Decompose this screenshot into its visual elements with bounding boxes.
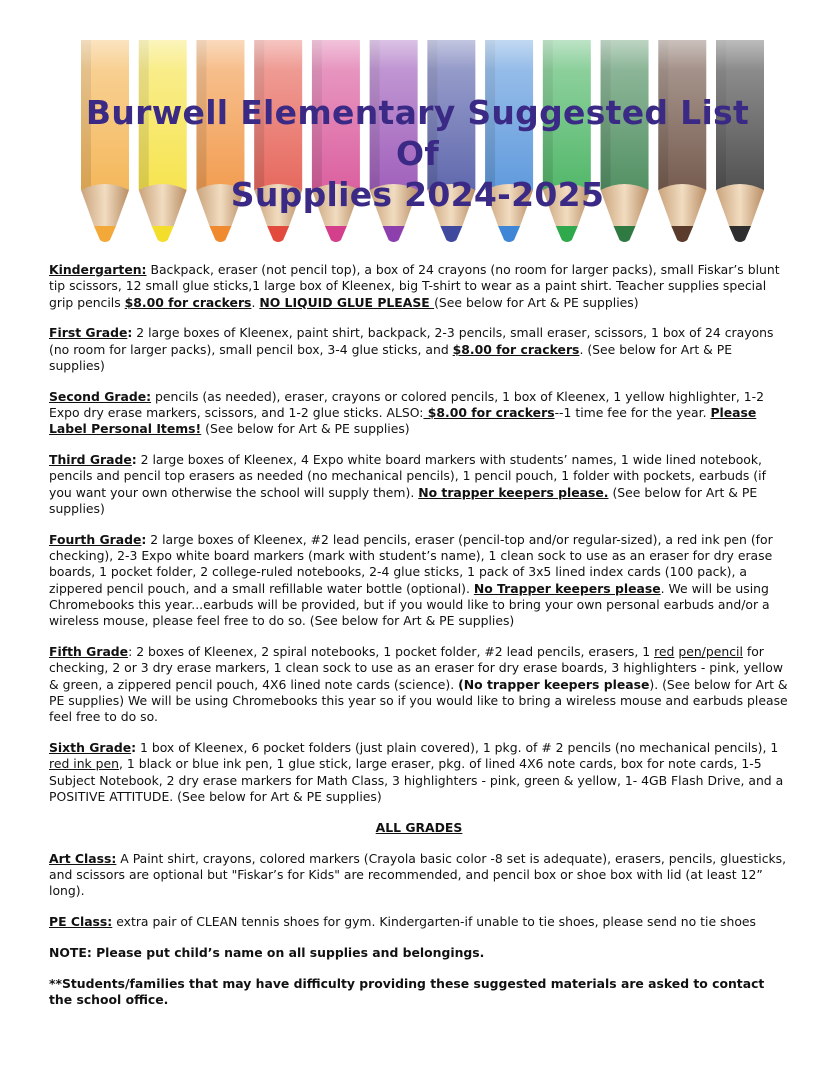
fifth-grade-text: : 2 boxes of Kleenex, 2 spiral notebooks, 1 pocket folder, #2 lead pencils, erasers, 1: [128, 644, 655, 660]
fourth-grade-colon: :: [141, 531, 147, 547]
pe-class-heading: PE Class:: [49, 914, 113, 929]
fourth-grade-heading: Fourth Grade: [49, 531, 142, 547]
sixth-grade-colon: :: [131, 740, 137, 756]
fourth-grade-text-2: . We will be using Chromebooks this year...earbuds will be provided, but if you would like to bring your own personal earbuds and/or a wireless mouse, please feel free to do so. (See below for Art & PE supplies): [49, 580, 770, 629]
assistance-note: **Students/families that may have difficulty providing these suggested materials are asked to contact the school office.: [49, 975, 765, 1007]
kindergarten-section: [49, 262, 789, 311]
all-grades-heading-row: [49, 820, 789, 836]
all-grades-heading: ALL GRADES: [375, 819, 463, 835]
second-grade-fee: $8.00 for crackers: [423, 405, 555, 421]
sixth-grade-text-2: , 1 black or blue ink pen, 1 glue stick, large eraser, pkg. of lined 4X6 note cards, box for note cards, 1-5 Subject Notebook, 2 dry erase markers for Math Class, 3 highlighters - pink, green & yellow, 1- 4GB Flash Drive, and a POSITIVE ATTITUDE. (See below for Art & PE supplies): [49, 756, 784, 805]
fourth-grade-trapper-note: No Trapper keepers please: [473, 580, 661, 596]
second-grade-text-3: (See below for Art & PE supplies): [201, 421, 410, 437]
sixth-grade-heading: Sixth Grade: [49, 740, 132, 756]
fifth-grade-red: red: [654, 644, 675, 660]
third-grade-trapper-note: No trapper keepers please.: [418, 484, 609, 500]
kindergarten-text: Backpack, eraser (not pencil top), a box of 24 crayons (no room for larger packs), small Fiskar’s blunt tip scissors, 12 small glue sticks,1 large box of Kleenex, big T-shirt to wear as a paint shirt. Teacher supplies special grip pencils: [49, 262, 780, 310]
title-line-2: Supplies 2024-2025: [230, 175, 605, 214]
fifth-grade-text-2: for checking, 2 or 3 dry erase markers, 1 clean sock to use as an eraser for dry erase boards, 3 highlighters - pink, yellow & green, a zippered pencil pouch, 4X6 lined note cards (science).: [49, 644, 783, 692]
kindergarten-fee: $8.00 for crackers: [124, 294, 252, 310]
first-grade-text-2: . (See below for Art & PE supplies): [49, 341, 733, 373]
third-grade-heading: Third Grade: [49, 452, 132, 468]
kindergarten-heading: Kindergarten:: [49, 262, 147, 277]
fifth-grade-trapper-note: (No trapper keepers please: [458, 676, 650, 692]
fifth-grade-section: [49, 644, 789, 725]
third-grade-text: 2 large boxes of Kleenex, 4 Expo white board markers with students’ names, 1 wide lined notebook, pencils and pencil top erasers as needed (no mechanical pencils), 1 pencil pouch, 1 folder with pockets, earbuds (if you want your own otherwise the school will supply them).: [49, 452, 766, 500]
fifth-grade-pen: pen/pencil: [678, 644, 743, 660]
supply-list: [49, 262, 789, 1023]
first-grade-text: 2 large boxes of Kleenex, paint shirt, backpack, 2-3 pencils, small eraser, scissors, 1 box of 24 crayons (no room for larger packs), small pencil box, 3-4 glue sticks, and: [49, 325, 774, 357]
fifth-grade-heading: Fifth Grade: [49, 644, 129, 660]
third-grade-colon: :: [131, 452, 137, 468]
fourth-grade-section: [49, 532, 789, 630]
sixth-grade-section: [49, 740, 789, 805]
art-class-heading: Art Class:: [49, 850, 117, 866]
sixth-grade-text: 1 box of Kleenex, 6 pocket folders (just plain covered), 1 pkg. of # 2 pencils (no mechanical pencils), 1: [136, 740, 779, 756]
art-class-text: A Paint shirt, crayons, colored markers (Crayola basic color -8 set is adequate), erasers, pencils, gluesticks, and scissors are optional but "Fiskar’s for Kids" are recommended, and pencil box or shoe box with lid (at least 12” long).: [49, 850, 787, 899]
first-grade-section: [49, 325, 789, 374]
first-grade-colon: :: [127, 325, 133, 341]
second-grade-section: [49, 389, 789, 438]
page-title: [60, 92, 775, 215]
first-grade-heading: First Grade: [49, 325, 128, 341]
kindergarten-text-3: (See below for Art & PE supplies): [434, 294, 639, 310]
no-liquid-glue-note: NO LIQUID GLUE PLEASE: [259, 294, 435, 310]
pe-class-section: [49, 914, 789, 930]
sixth-grade-red-pen: red ink pen: [49, 756, 119, 772]
pe-class-text: extra pair of CLEAN tennis shoes for gym. Kindergarten-if unable to tie shoes, please send no tie shoes: [112, 914, 756, 929]
art-class-section: [49, 851, 789, 900]
title-line-1: Burwell Elementary Suggested List Of: [85, 93, 750, 173]
first-grade-fee: $8.00 for crackers: [452, 341, 580, 357]
third-grade-text-2: (See below for Art & PE supplies): [49, 484, 758, 517]
second-grade-heading: Second Grade:: [49, 388, 152, 404]
third-grade-section: [49, 452, 789, 517]
second-grade-text-2: --1 time fee for the year.: [554, 405, 711, 421]
label-items-note: Please Label Personal Items!: [49, 405, 757, 437]
fourth-grade-text: 2 large boxes of Kleenex, #2 lead pencils, eraser (pencil-top and/or regular-sized), a red ink pen (for checking), 2-3 Expo white board markers (mark with student’s name), 1 clean sock to use as an eraser for dry erase boards, 1 pocket folder, 2 college-ruled notebooks, 2-4 glue sticks, 1 pack of 3x5 lined index cards (100 pack), a zippered pencil pouch, and a small refillable water bottle (optional).: [49, 531, 773, 596]
kindergarten-text-2: .: [251, 294, 260, 310]
second-grade-text: pencils (as needed), eraser, crayons or colored pencils, 1 box of Kleenex, 1 yellow highlighter, 1-2 Expo dry erase markers, scissors, and 1-2 glue sticks. ALSO:: [49, 388, 765, 421]
fifth-grade-text-3: ). (See below for Art & PE supplies) We will be using Chromebooks this year so if you would like to bring a wireless mouse and earbuds please feel free to do so.: [49, 676, 788, 725]
name-note: NOTE: Please put child’s name on all supplies and belongings.: [49, 944, 485, 960]
